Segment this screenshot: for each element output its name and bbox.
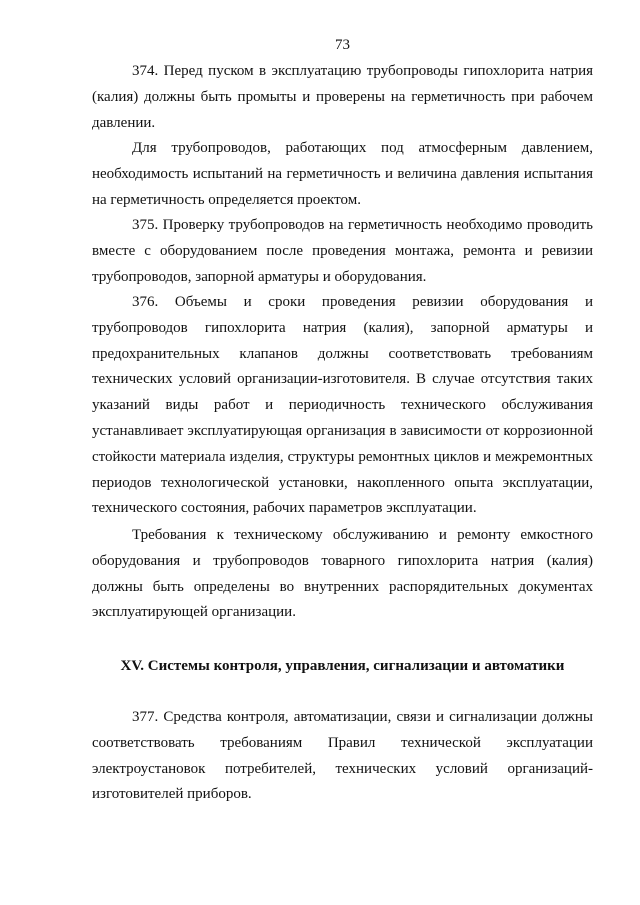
paragraph-377: 377. Средства контроля, автоматизации, связи и сигнализации должны соответствовать требованиям Правил технической эксплуатации электроустановок потребителей, технических условий организаций-изготовителей приборов.: [92, 709, 593, 803]
paragraph-atmospheric-pressure: Для трубопроводов, работающих под атмосферным давлением, необходимость испытаний на герметичность и величина давления испытания на герметичность определяется проектом.: [92, 140, 593, 208]
section-heading: XV. Системы контроля, управления, сигнализации и автоматики: [120, 658, 565, 674]
paragraph-maintenance-requirements: Требования к техническому обслуживанию и ремонту емкостного оборудования и трубопроводов товарного гипохлорита натрия (калия) должны быть определены во внутренних распорядительных документах эксплуатирующей организации.: [92, 527, 593, 621]
paragraph-375: 375. Проверку трубопроводов на герметичность необходимо проводить вместе с оборудованием после проведения монтажа, ремонта и ревизии трубопроводов, запорной арматуры и оборудования.: [92, 217, 593, 285]
paragraph-376: 376. Объемы и сроки проведения ревизии оборудования и трубопроводов гипохлорита натрия (калия), запорной арматуры и предохранительных клапанов должны соответствовать требованиям технических условий организации-изготовителя. В случае отсутствия таких указаний виды работ и периодичность технического обслуживания устанавливает эксплуатирующая организация в зависимости от коррозионной стойкости материала изделия, структуры ремонтных циклов и межремонтных периодов технологической установки, накопленного опыта эксплуатации, технического состояния, рабочих параметров эксплуатации.: [92, 294, 593, 517]
page-number: 73: [335, 37, 350, 53]
paragraph-374: 374. Перед пуском в эксплуатацию трубопроводы гипохлорита натрия (калия) должны быть промыты и проверены на герметичность при рабочем давлении.: [92, 63, 593, 131]
